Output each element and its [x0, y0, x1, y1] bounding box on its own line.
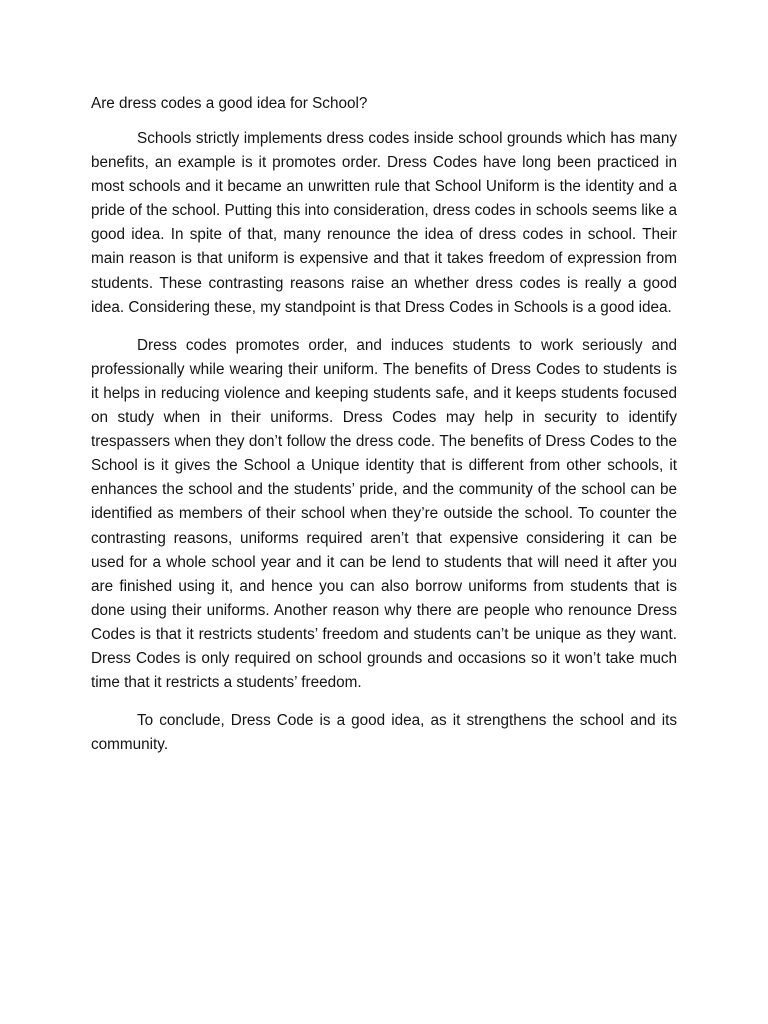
paragraph-conclusion: To conclude, Dress Code is a good idea, as it strengthens the school and its community. [91, 712, 677, 754]
paragraph-introduction: Schools strictly implements dress codes inside school grounds which has many benefits, an example is it promotes order. Dress Codes have long been practiced in most schools and it became an unwritten rule that School Uniform is the identity and a pride of the school. Putting this into consideration, dress codes in schools seems like a good idea. In spite of that, many renounce the idea of dress codes in school. Their main reason is that uniform is expensive and that it takes freedom of expression from students. These contrasting reasons raise an whether dress codes is really a good idea. Considering these, my standpoint is that Dress Codes in Schools is a good idea. [91, 130, 677, 316]
paragraph-body: Dress codes promotes order, and induces students to work seriously and professionally while wearing their uniform. The benefits of Dress Codes to students is it helps in reducing violence and keeping students safe, and it keeps students focused on study when in their uniforms. Dress Codes may help in security to identify trespassers when they don’t follow the dress code. The benefits of Dress Codes to the School is it gives the School a Unique identity that is different from other schools, it enhances the school and the students’ pride, and the community of the school can be identified as members of their school when they’re outside the school. To counter the contrasting reasons, uniforms required aren’t that expensive considering it can be used for a whole school year and it can be lend to students that will need it after you are finished using it, and hence you can also borrow uniforms from students that is done using their uniforms. Another reason why there are people who renounce Dress Codes is that it restricts students’ freedom and students can’t be unique as they want. Dress Codes is only required on school grounds and occasions so it won’t take much time that it restricts a students’ freedom. [91, 336, 677, 692]
document-body [91, 92, 677, 771]
document-title: Are dress codes a good idea for School? [91, 95, 368, 112]
